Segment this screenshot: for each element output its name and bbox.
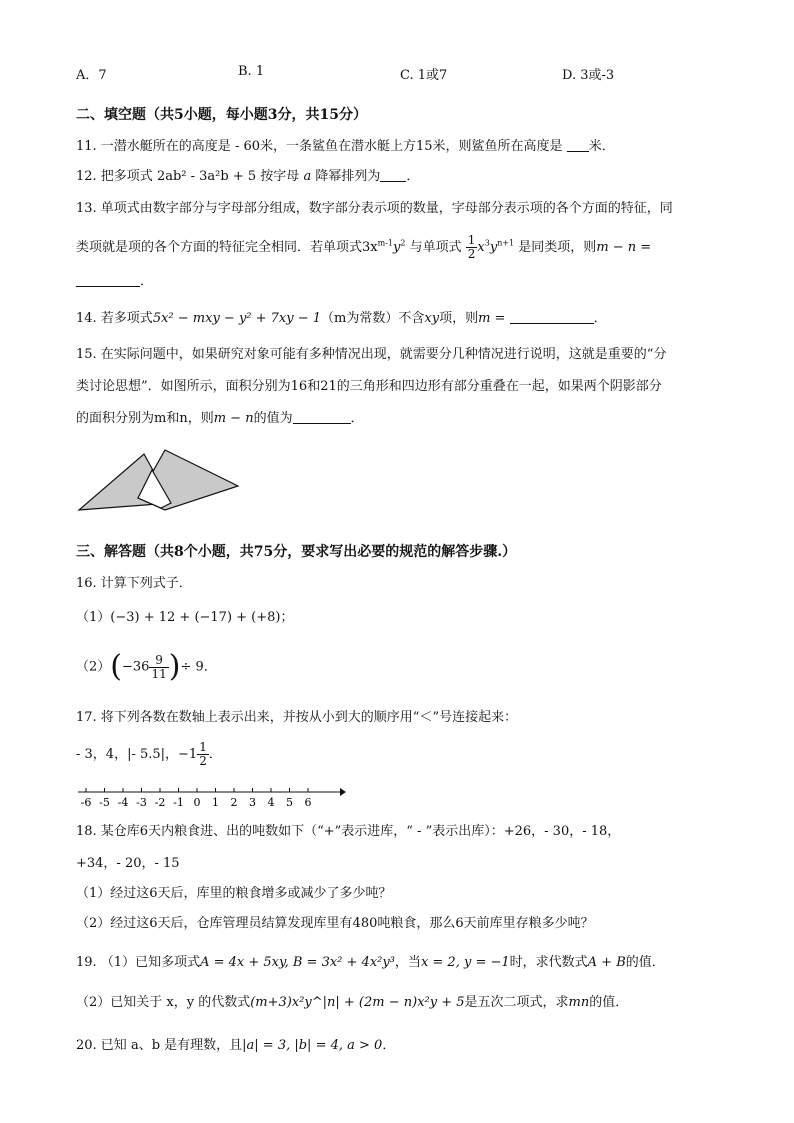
axis-tick-label: 3: [249, 796, 256, 809]
mixed-number-whole: −1: [178, 747, 198, 762]
question-20-expression: |a| = 3, |b| = 4, a > 0: [242, 1038, 383, 1053]
fraction-half: [466, 234, 478, 261]
question-13-line-1: 13. 单项式由数字部分与字母部分组成，数字部分表示项的数量，字母部分表示项的各个方面的特征，同: [76, 201, 673, 216]
option-c: C. 1或7: [400, 68, 448, 83]
question-13-text-3: 是同类项，则: [518, 240, 597, 255]
monomial-2-x: x: [477, 240, 485, 255]
question-14: [76, 309, 607, 328]
question-13-tail: ．: [140, 274, 154, 289]
question-12-text-2: 按字母: [260, 169, 300, 184]
question-15-line-2: 类讨论思想”．如图所示，面积分别为16和21的三角形和四边形有部分重叠在一起，如果两个阴影部分: [76, 379, 662, 394]
question-15-tail: ．: [350, 411, 364, 426]
question-14-tail: ．: [593, 311, 607, 326]
question-17-title: 17. 将下列各数在数轴上表示出来，并按从小到大的顺序用“＜”号连接起来：: [76, 710, 518, 725]
monomial-1: [362, 240, 405, 255]
question-18-line-1: 18. 某仓库6天内粮食进、出的吨数如下（“+”表示进库，“ - ”表示出库）：+26，- 30，- 18，: [76, 824, 621, 839]
axis-tick-label: 6: [304, 796, 312, 809]
question-19-tail-2: 的值．: [589, 995, 629, 1010]
question-16-part-1: [76, 609, 294, 627]
part-label: （1）: [76, 610, 111, 625]
question-19-tail: 的值．: [625, 955, 665, 970]
question-19-expression: A = 4x + 5xy, B = 3x² + 4x²y³: [200, 955, 395, 970]
question-14-text: 14. 若多项式: [76, 311, 153, 326]
question-15-text-2: 的值为: [253, 411, 293, 426]
axis-tick-label: -3: [136, 796, 147, 809]
question-14-expression: 5x² − mxy − y² + 7xy − 1: [152, 311, 322, 326]
answer-blank: [510, 309, 594, 324]
axis-tick-label: -6: [80, 796, 92, 809]
fraction-half: [197, 741, 209, 768]
answer-blank: [380, 167, 406, 182]
option-b: B. 1: [238, 64, 265, 79]
question-15-line-3: [76, 409, 364, 428]
answer-blank: [293, 409, 351, 424]
axis-tick-label: 5: [286, 796, 293, 809]
question-18-part-2: （2）经过这6天后，仓库管理员结算发现库里有480吨粮食，那么6天前库里存粮多少吨？: [76, 916, 594, 931]
question-14-text-2: （m为常数）不含: [321, 311, 425, 326]
question-20-text: 20. 已知 a、b 是有理数，且: [76, 1038, 243, 1053]
question-20-tail: ．: [382, 1038, 396, 1053]
monomial-1-exp: m-1: [377, 238, 394, 248]
question-19-text: 19. （1）已知多项式: [76, 955, 201, 970]
question-19-text-3: 时，求代数式: [509, 955, 588, 970]
question-14-term: xy: [424, 311, 440, 326]
section-3-title: 三、解答题（共8个小题，共75分，要求写出必要的规范的解答步骤.）: [76, 544, 517, 560]
right-paren: ): [168, 649, 181, 684]
answer-blank: [567, 137, 589, 152]
axis-tick-label: 4: [267, 796, 275, 809]
monomial-1-y: y: [393, 240, 401, 255]
question-12: [76, 167, 419, 186]
question-19-expression-2: (m+3)x²y^|n| + (2m − n)x²y + 5: [250, 995, 465, 1010]
question-15-text: 的面积分别为m和n，则: [76, 411, 214, 426]
question-15-ask: m − n: [213, 411, 254, 426]
axis-tick-label: -5: [99, 796, 110, 809]
fraction-denominator: 2: [199, 754, 207, 768]
question-16-title: 16. 计算下列式子．: [76, 576, 192, 591]
question-19-part-1: [76, 954, 665, 972]
axis-tick-label: -2: [154, 796, 166, 809]
number-line: [76, 784, 346, 810]
question-13-line-2: [76, 234, 651, 261]
question-16-expression-1: (−3) + 12 + (−17) + (+8): [110, 610, 281, 625]
question-19-part-2: [76, 994, 628, 1012]
monomial-2-y-exp: n+1: [497, 238, 515, 248]
question-18-line-2: +34，- 20，- 15: [76, 856, 180, 871]
monomial-2-exp: 3: [484, 238, 490, 248]
left-paren: (: [110, 649, 122, 684]
question-16-tail-2: ÷ 9．: [180, 659, 217, 675]
axis-ticks: [81, 788, 312, 809]
part-label: （2）: [76, 659, 111, 675]
question-19-ask-2: mn: [568, 995, 590, 1010]
question-19-text-4: （2）已知关于 x，y 的代数式: [76, 995, 251, 1010]
fraction-denominator: 2: [467, 247, 476, 261]
question-11: [76, 137, 615, 156]
fraction-numerator: 9: [149, 654, 168, 668]
question-14-text-3: 项，则: [439, 311, 479, 326]
question-19-condition: x = 2, y = −1: [420, 955, 510, 970]
question-13-text-2: 与单项式: [409, 240, 462, 255]
question-16-tail-1: ；: [280, 610, 294, 625]
question-12-variable: a: [303, 169, 312, 184]
question-18-part-1: （1）经过这6天后，库里的粮食增多或减少了多少吨？: [76, 886, 392, 901]
monomial-1-y-exp: 2: [400, 238, 406, 248]
question-12-expression: 2ab² - 3a²b + 5: [156, 169, 257, 184]
option-d: D. 3或-3: [562, 68, 615, 83]
question-16-part-2: [76, 650, 217, 685]
answer-blank: [76, 272, 140, 287]
question-17-numbers: [76, 740, 222, 770]
question-13-ask: m − n =: [596, 240, 652, 255]
axis-tick-label: 1: [212, 796, 219, 809]
axis-tick-label: -1: [173, 796, 184, 809]
question-12-text: 12. 把多项式: [76, 169, 153, 184]
axis-arrow: [340, 788, 346, 796]
question-11-text: 11. 一潜水艇所在的高度是 - 60米，一条鲨鱼在潜水艇上方15米，则鲨鱼所在高度是: [76, 139, 563, 154]
question-15-line-1: 15. 在实际问题中，如果研究对象可能有多种情况出现，就需要分几种情况进行说明，这就是重要的“分: [76, 347, 667, 362]
question-17-tail: ．: [208, 747, 222, 762]
fraction-numerator: 1: [199, 740, 207, 754]
monomial-1-coef: 3x: [362, 240, 378, 255]
question-12-text-3: 降幂排列为: [315, 169, 381, 184]
monomial-2-y: y: [489, 240, 498, 255]
number-list: - 3，4，|- 5.5|，: [76, 747, 179, 762]
overlap-figure: [76, 448, 246, 528]
section-2-title: 二、填空题（共5小题，每小题3分，共15分）: [76, 107, 367, 123]
question-12-tail: ．: [406, 169, 420, 184]
fraction-numerator: 1: [467, 233, 476, 247]
question-13-text: 类项就是项的各个方面的特征完全相同．若单项式: [76, 240, 363, 255]
option-a: A．7: [76, 68, 107, 83]
axis-tick-label: 0: [193, 796, 201, 809]
question-19-ask: A + B: [587, 955, 626, 970]
question-14-ask: m =: [478, 311, 506, 326]
question-11-tail: 米．: [588, 139, 615, 154]
fraction-9-11: [149, 654, 168, 681]
question-13-line-3: [76, 272, 153, 291]
axis-tick-label: -4: [117, 796, 129, 809]
fraction-denominator: 11: [151, 666, 167, 681]
axis-tick-label: 2: [230, 796, 238, 809]
question-19-text-2: ，当: [394, 955, 421, 970]
question-19-text-5: 是五次二项式，求: [464, 995, 569, 1010]
question-20: [76, 1037, 395, 1055]
mixed-number-whole: −36: [122, 659, 150, 675]
